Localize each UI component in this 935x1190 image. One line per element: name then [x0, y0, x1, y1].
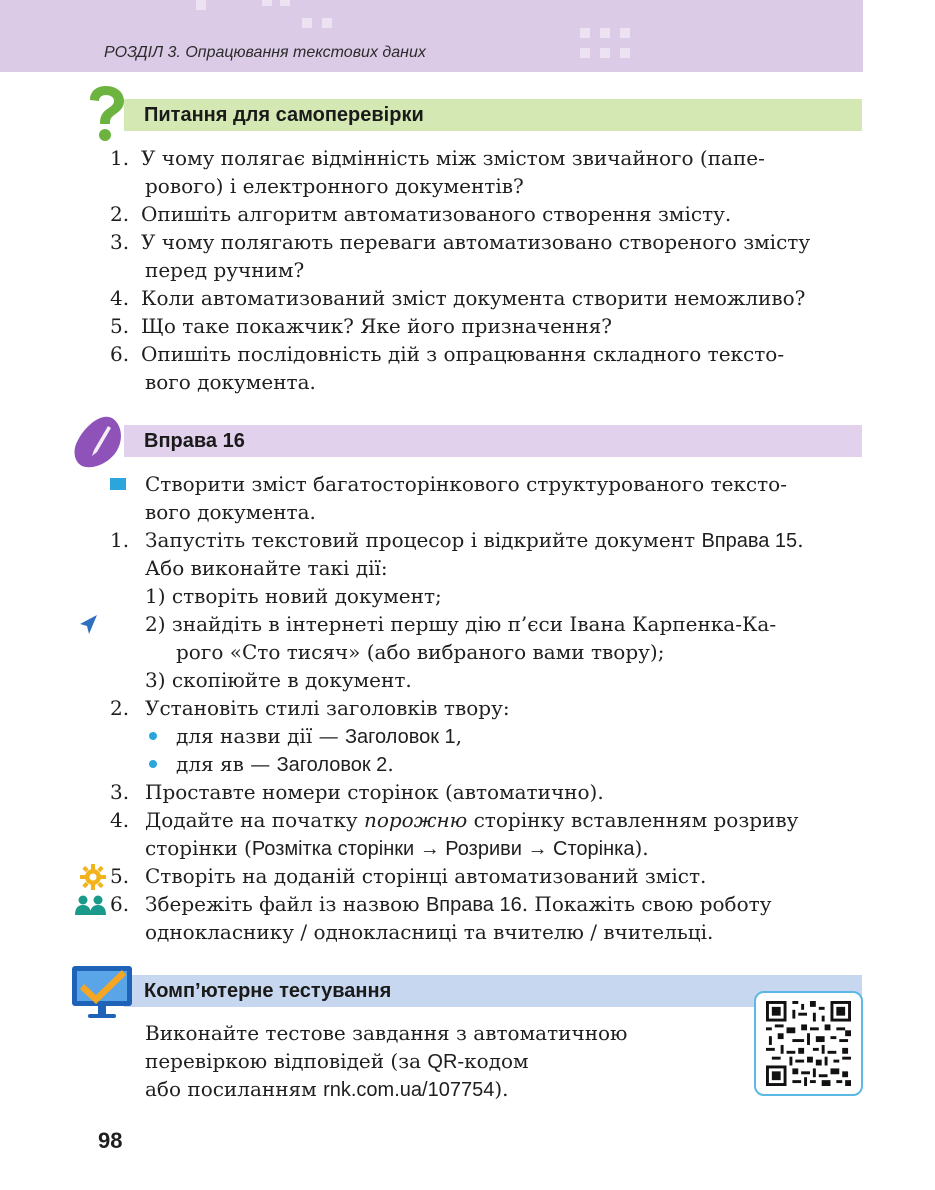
decor-square — [322, 18, 332, 28]
decor-square — [280, 0, 290, 6]
decor-square — [196, 0, 206, 10]
step-number: 1. — [110, 528, 130, 552]
self-check-title: Питання для самоперевірки — [144, 104, 424, 126]
testing-text: Виконайте тестове завдання з автоматичною — [145, 1021, 628, 1045]
decor-square — [580, 28, 590, 38]
qr-code-icon — [764, 1001, 853, 1086]
decor-square — [600, 48, 610, 58]
question-mark-icon — [84, 86, 128, 144]
bullet-text: для назви дії — Заголовок 1, — [176, 724, 463, 748]
testing-title: Комп’ютерне тестування — [144, 980, 392, 1002]
exercise-title: Вправа 16 — [144, 430, 245, 452]
question-number: 6. — [110, 342, 130, 366]
decor-square — [302, 18, 312, 28]
monitor-check-icon — [70, 964, 134, 1020]
step-text: Збережіть файл із назвою Вправа 16. Покажіть свою роботу — [145, 892, 772, 916]
question-number: 3. — [110, 230, 130, 254]
substep-text: 2) знайдіть в інтернеті першу дію п’єси Івана Карпенка-Ка- — [145, 612, 777, 636]
step-text: однокласнику / однокласниці та вчителю / вчительці. — [145, 920, 714, 944]
step-number: 5. — [110, 864, 130, 888]
step-number: 6. — [110, 892, 130, 916]
people-icon — [74, 894, 108, 916]
exercise-goal: Створити зміст багатосторінкового структурованого тексто- — [145, 472, 787, 496]
step-number: 3. — [110, 780, 130, 804]
decor-square — [262, 0, 272, 6]
question-text: перед ручним? — [145, 258, 305, 282]
testing-text: або посиланням rnk.com.ua/107754). — [145, 1077, 509, 1101]
testing-text: перевіркою відповідей (за QR-кодом — [145, 1049, 529, 1073]
step-text: сторінки (Розмітка сторінки → Розриви → Сторінка). — [145, 836, 649, 860]
page-number: 98 — [98, 1128, 123, 1153]
exercise-goal: вого документа. — [145, 500, 316, 524]
question-text: Коли автоматизований зміст документа створити неможливо? — [141, 286, 806, 310]
question-number: 1. — [110, 146, 130, 170]
stylus-icon — [72, 414, 124, 470]
substep-text: 1) створіть новий документ; — [145, 584, 442, 608]
substep-text: рого «Сто тисяч» (або вибраного вами твору); — [176, 640, 665, 664]
step-number: 4. — [110, 808, 130, 832]
question-number: 4. — [110, 286, 130, 310]
gear-icon — [80, 864, 106, 890]
bullet-text: для яв — Заголовок 2. — [176, 752, 394, 776]
chapter-title: РОЗДІЛ 3. Опрацювання текстових даних — [104, 44, 426, 61]
substep-text: 3) скопіюйте в документ. — [145, 668, 412, 692]
question-text: Опишіть алгоритм автоматизованого створення змісту. — [141, 202, 732, 226]
qr-code-frame[interactable] — [754, 991, 863, 1096]
step-text: Додайте на початку порожню сторінку вставленням розриву — [145, 808, 799, 832]
task-square-icon — [110, 478, 126, 490]
step-text: Проставте номери сторінок (автоматично). — [145, 780, 604, 804]
decor-square — [620, 48, 630, 58]
question-number: 5. — [110, 314, 130, 338]
step-text: Запустіть текстовий процесор і відкрийте документ Вправа 15. — [145, 528, 804, 552]
question-text: Що таке покажчик? Яке його призначення? — [141, 314, 613, 338]
bullet-dot — [149, 732, 157, 740]
decor-square — [600, 28, 610, 38]
question-text: У чому полягає відмінність між змістом звичайного (папе- — [141, 146, 765, 170]
step-text: Або виконайте такі дії: — [145, 556, 388, 580]
step-text: Установіть стилі заголовків твору: — [145, 696, 510, 720]
question-text: У чому полягають переваги автоматизовано створеного змісту — [141, 230, 811, 254]
question-text: вого документа. — [145, 370, 316, 394]
question-text: рового) і електронного документів? — [145, 174, 524, 198]
decor-square — [580, 48, 590, 58]
step-number: 2. — [110, 696, 130, 720]
decor-square — [620, 28, 630, 38]
question-number: 2. — [110, 202, 130, 226]
step-text: Створіть на доданій сторінці автоматизований зміст. — [145, 864, 707, 888]
bullet-dot — [149, 760, 157, 768]
pointer-arrow-icon — [78, 614, 98, 636]
chapter-header — [0, 0, 863, 72]
question-text: Опишіть послідовність дій з опрацювання складного тексто- — [141, 342, 785, 366]
